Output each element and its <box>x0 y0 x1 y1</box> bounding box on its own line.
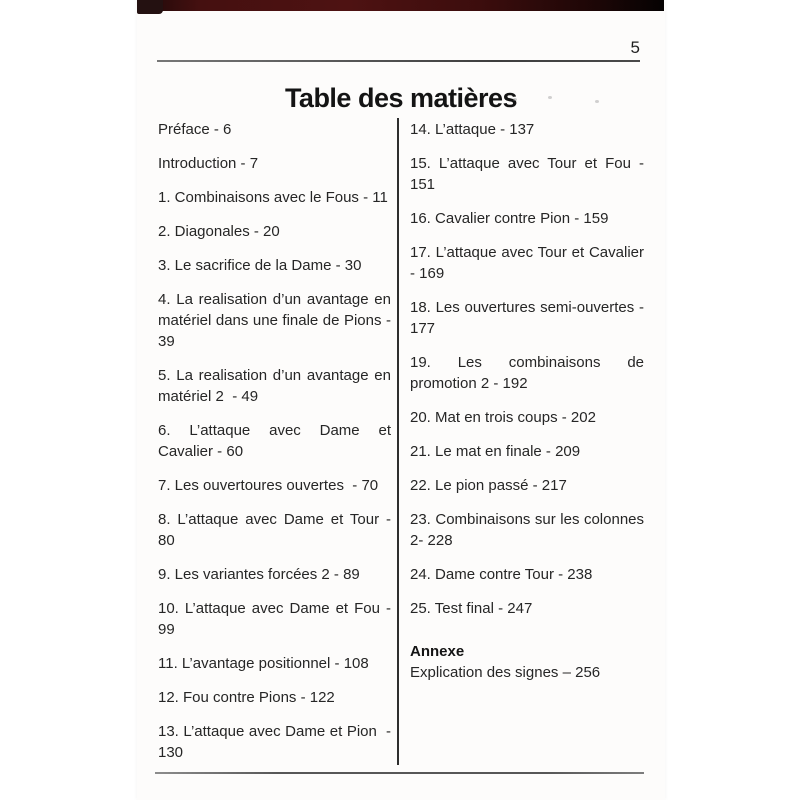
toc-entry: 11. L’avantage positionnel - 108 <box>158 655 369 672</box>
toc-entry: 20. Mat en trois coups - 202 <box>410 409 596 426</box>
toc-entry: 21. Le mat en finale - 209 <box>410 443 581 460</box>
scan-artifact-dot <box>513 98 517 101</box>
toc-entry: 23. Combinaisons sur les colonnes 2- 228 <box>410 511 644 549</box>
footer-rule <box>155 772 644 774</box>
toc-right-entries <box>410 119 644 619</box>
toc-entry: 25. Test final - 247 <box>410 600 533 617</box>
toc-entry: 19. Les combinaisons de promotion 2 - 192 <box>410 354 644 392</box>
annexe-line: Explication des signes – 256 <box>410 664 601 681</box>
toc-entry: 3. Le sacrifice de la Dame - 30 <box>158 257 362 274</box>
toc-entry: 6. L’attaque avec Dame et Cavalier - 60 <box>158 422 391 460</box>
toc-entry: 24. Dame contre Tour - 238 <box>410 566 593 583</box>
toc-entry: 13. L’attaque avec Dame et Pion - 130 <box>158 723 391 761</box>
toc-entry: 4. La realisation d’un avantage en matériel dans une finale de Pions - 39 <box>158 291 391 350</box>
toc-entry: 8. L’attaque avec Dame et Tour - 80 <box>158 511 391 549</box>
toc-entry: 12. Fou contre Pions - 122 <box>158 689 335 706</box>
toc-entry: 9. Les variantes forcées 2 - 89 <box>158 566 360 583</box>
toc-entry: 18. Les ouvertures semi-ouvertes - 177 <box>410 299 644 337</box>
scan-artifact-dot <box>595 100 599 103</box>
book-spine-bar <box>137 0 664 11</box>
header-rule <box>157 60 640 62</box>
toc-entry: 14. L’attaque - 137 <box>410 121 535 138</box>
toc-entry: 15. L’attaque avec Tour et Fou - 151 <box>410 155 644 193</box>
toc-entry: 7. Les ouvertoures ouvertes - 70 <box>158 477 379 494</box>
toc-left-column <box>158 119 391 776</box>
toc-entry: 17. L’attaque avec Tour et Cavalier - 169 <box>410 244 644 282</box>
book-spine-corner <box>137 0 163 14</box>
annexe-heading: Annexe <box>410 643 465 660</box>
toc-entry: 2. Diagonales - 20 <box>158 223 280 240</box>
toc-entry: Préface - 6 <box>158 121 232 138</box>
page-number: 5 <box>630 38 640 57</box>
toc-entry: 16. Cavalier contre Pion - 159 <box>410 210 609 227</box>
toc-entry: 22. Le pion passé - 217 <box>410 477 567 494</box>
toc-entry: 5. La realisation d’un avantage en matériel 2 - 49 <box>158 367 391 405</box>
toc-entry: Introduction - 7 <box>158 155 259 172</box>
book-page <box>137 0 665 800</box>
scan-artifact-dot <box>548 96 552 99</box>
toc-right-column <box>410 119 644 683</box>
column-divider <box>397 118 399 765</box>
toc-entry: 10. L’attaque avec Dame et Fou - 99 <box>158 600 391 638</box>
toc-entry: 1. Combinaisons avec le Fous - 11 <box>158 189 388 206</box>
page-title: Table des matières <box>284 83 518 113</box>
